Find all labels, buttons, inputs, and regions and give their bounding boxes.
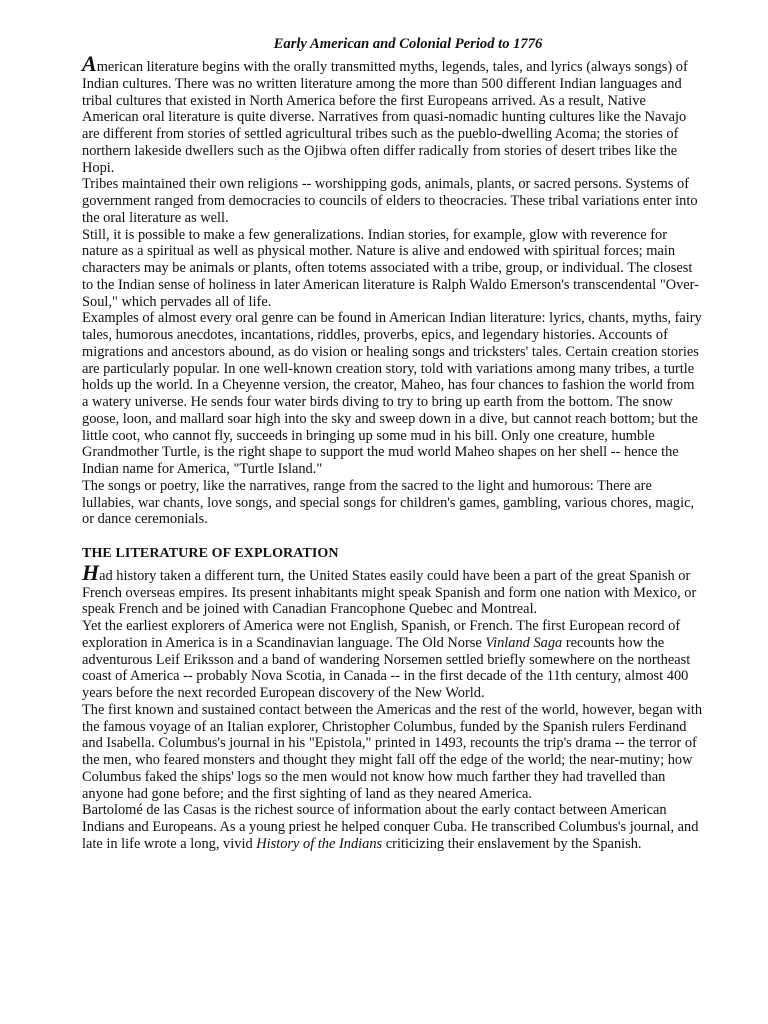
paragraph-text: Bartolomé de las Casas is the richest source of information about the early contact between American Indians and Europeans. As a young priest he helped conquer Cuba. He transcribed Columbus's journal, and late in life wrote a long, vivid	[82, 802, 699, 852]
section-heading-exploration: THE LITERATURE OF EXPLORATION	[82, 546, 339, 561]
document-title: Early American and Colonial Period to 1776	[273, 36, 543, 52]
exploration-paragraph-3: The first known and sustained contact between the Americas and the rest of the world, however, began with the famous voyage of an Italian explorer, Christopher Columbus, funded by the Spanish rulers Ferdinand and Isabella. Columbus's journal in his "Epistola," printed in 1493, recounts the trip's drama -- the terror of the men, who feared monsters and thought they might fall off the edge of the world; the near-mutiny; how Columbus faked the ships' logs so the men would not know how much farther they had travelled than anyone had gone before; and the first sighting of land as they neared America.	[82, 701, 703, 802]
intro-paragraph-2: Tribes maintained their own religions -- worshipping gods, animals, plants, or sacred persons. Systems of government ranged from democracies to councils of elders to theocracies. These tribal variations enter into the oral literature as well.	[82, 176, 698, 226]
exploration-paragraph-1	[82, 559, 704, 618]
drop-cap-letter: A	[82, 51, 97, 76]
intro-paragraph-3: Still, it is possible to make a few generalizations. Indian stories, for example, glow with reverence for nature as a spiritual as well as physical mother. Nature is alive and endowed with spiritual forces; main characters may be animals or plants, often totems associated with a tribe, group, or individual. The closest to the Indian sense of holiness in later American literature is Ralph Waldo Emerson's transcendental "Over-Soul," which pervades all of life.	[82, 226, 699, 310]
book-title-history-of-the-indians: History of the Indians	[256, 835, 383, 852]
paragraph-text: Yet the earliest explorers of America were not English, Spanish, or French. The first European record of exploration in America is in a Scandinavian language. The Old Norse	[82, 618, 681, 651]
document-page	[82, 36, 704, 853]
drop-cap-letter: H	[82, 559, 100, 585]
book-title-vinland-saga: Vinland Saga	[485, 634, 563, 651]
intro-paragraph-4: Examples of almost every oral genre can be found in American Indian literature: lyrics, chants, myths, fairy tales, humorous anecdotes, incantations, riddles, proverbs, epics, and legendary histories. Accounts of migrations and ancestors abound, as do vision or healing songs and tricksters' tales. Certain creation stories are particularly popular. In one well-known creation story, told with variations among many tribes, a turtle holds up the world. In a Cheyenne version, the creator, Maheo, has four chances to fashion the world from a watery universe. He sends four water birds diving to try to bring up earth from the bottom. The snow goose, loon, and mallard soar high into the sky and sweep down in a dive, but cannot reach bottom; but the little coot, who cannot fly, succeeds in bringing up some mud in his bill. Only one creature, humble Grandmother Turtle, is the right shape to support the mud world Maheo shapes on her shell -- hence the Indian name for America, "Turtle Island."	[82, 310, 702, 477]
intro-paragraph-5: The songs or poetry, like the narratives, range from the sacred to the light and humorous: There are lullabies, war chants, love songs, and special songs for children's games, gambling, various chores, magic, or dance ceremonials.	[82, 477, 695, 528]
exploration-paragraph-2	[82, 618, 704, 702]
paragraph-text: merican literature begins with the orally transmitted myths, legends, tales, and lyrics (always songs) of Indian cultures. There was no written literature among the more than 500 different Indian languages and tribal cultures that existed in North America before the first Europeans arrived. As a result, Native American oral literature is quite diverse. Narratives from quasi-nomadic hunting cultures like the Navajo are different from stories of settled agricultural tribes such as the pueblo-dwelling Acoma; the stories of northern lakeside dwellers such as the Ojibwa often differ radically from stories of desert tribes like the Hopi.	[82, 59, 688, 176]
paragraph-text: recounts how the adventurous Leif Eriksson and a band of wandering Norsemen settled briefly somewhere on the northeast coast of America -- probably Nova Scotia, in Canada -- in the first decade of the 11th century, almost 400 years before the next recorded European discovery of the New World.	[82, 634, 691, 701]
intro-paragraph-1	[82, 51, 704, 176]
exploration-paragraph-4	[82, 802, 704, 852]
paragraph-text: criticizing their enslavement by the Spanish.	[382, 835, 642, 852]
paragraph-text: ad history taken a different turn, the United States easily could have been a part of the great Spanish or French overseas empires. Its present inhabitants might speak Spanish and form one nation with Mexico, or speak French and be joined with Canadian Francophone Quebec and Montreal.	[82, 567, 697, 618]
